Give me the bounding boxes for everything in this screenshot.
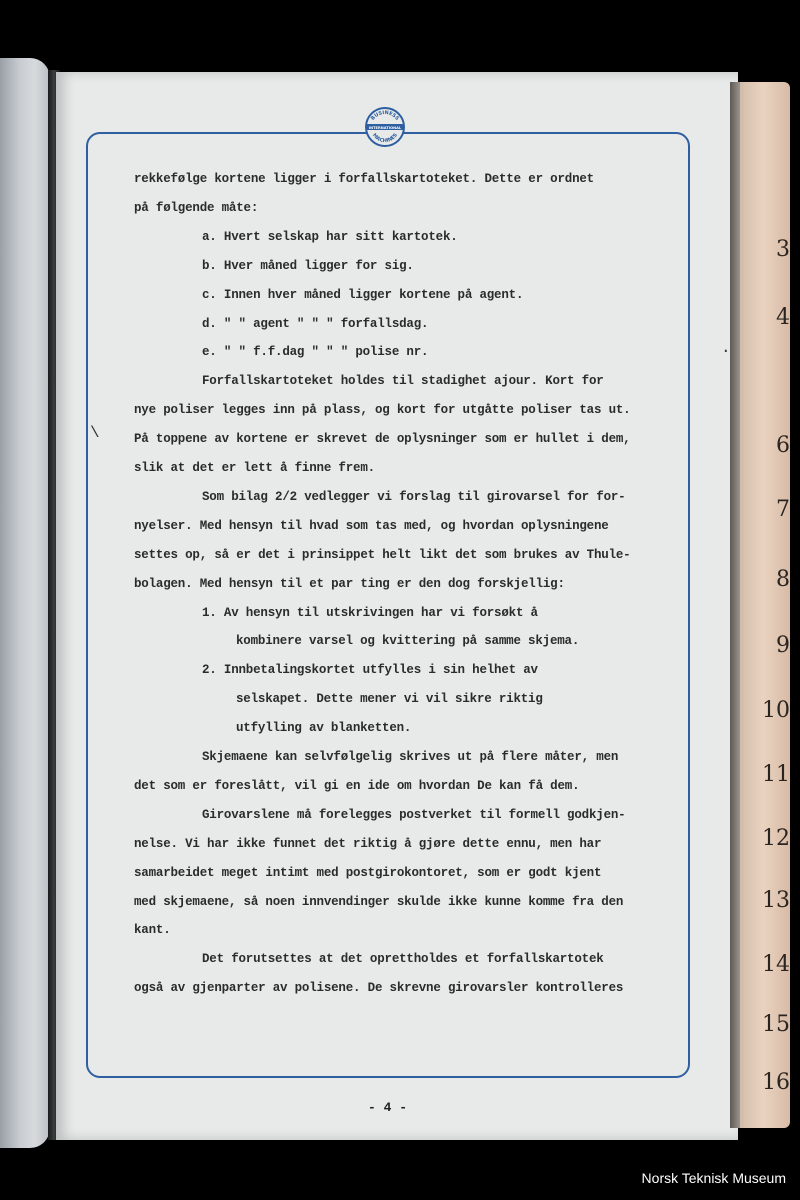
text-line: bolagen. Med hensyn til et par ting er den dog forskjellig: [134,576,565,591]
index-tab-number: 12 [762,826,790,851]
index-tab-number: 11 [762,762,790,787]
index-tab-number: 14 [762,952,790,977]
ibm-logo-icon [364,106,406,148]
watermark-credit: Norsk Teknisk Museum [641,1170,786,1186]
tab-strip-edge [730,82,740,1128]
text-line: slik at det er lett å finne frem. [134,461,375,475]
text-line: Det forutsettes at det oprettholdes et forfallskartotek [202,952,604,967]
text-line: c. Innen hver måned ligger kortene på agent. [202,287,524,302]
text-line: settes op, så er det i prinsippet helt likt det som brukes av Thule- [134,547,631,562]
index-tab-number: 9 [776,633,790,658]
text-line: Skjemaene kan selvfølgelig skrives ut på flere måter, men [202,750,619,764]
index-tab-number: 13 [762,888,790,913]
text-line: rekkefølge kortene ligger i forfallskartoteket. Dette er ordnet [134,172,594,186]
stray-mark: \ [90,424,100,442]
text-line: e. " " f.f.dag " " " polise nr. [202,345,429,360]
text-line: med skjemaene, så noen innvendinger skulde ikke kunne komme fra den [134,894,624,909]
text-line: b. Hver måned ligger for sig. [202,258,414,273]
text-line: 1. Av hensyn til utskrivingen har vi forsøkt å [202,605,538,620]
logo-bottom-text: MACHINES [370,132,400,145]
index-tab-number: 15 [762,1012,790,1037]
index-tab-number: 3 [776,237,790,262]
text-line: På toppene av kortene er skrevet de oplysninger som er hullet i dem, [134,432,631,447]
index-tab-number: 4 [776,305,790,330]
index-tab-number: 8 [776,567,790,592]
text-line: nelse. Vi har ikke funnet det riktig å gjøre dette ennu, men har [134,836,602,851]
page-number: - 4 - [368,1100,408,1115]
text-line: Girovarslene må forelegges postverket til formell godkjen- [202,807,626,822]
index-tab-number: 10 [762,698,790,723]
text-line: kombinere varsel og kvittering på samme skjema. [236,634,580,649]
text-line: det som er foreslått, vil gi en ide om hvordan De kan få dem. [134,778,580,793]
text-line: nyelser. Med hensyn til hvad som tas med, og hvordan oplysningene [134,518,609,533]
text-line: a. Hvert selskap har sitt kartotek. [202,229,458,244]
text-line: d. " " agent " " " forfallsdag. [202,316,429,331]
index-tab-number: 7 [776,497,790,522]
left-page-edge [0,58,50,1148]
text-line: 2. Innbetalingskortet utfylles i sin helhet av [202,663,538,678]
text-line: selskapet. Dette mener vi vil sikre riktig [236,692,543,707]
text-line: Forfallskartoteket holdes til stadighet ajour. Kort for [202,374,604,389]
text-line: kant. [134,923,171,938]
index-tab-number: 6 [776,433,790,458]
stray-mark: · [721,342,731,360]
text-line: på følgende måte: [134,200,259,215]
logo-middle-text: INTERNATIONAL [368,125,402,130]
index-tab-number: 16 [762,1070,790,1095]
text-line: Som bilag 2/2 vedlegger vi forslag til girovarsel for for- [202,489,626,504]
text-line: samarbeidet meget intimt med postgirokontoret, som er godt kjent [134,865,602,880]
logo-top-text: BUSINESS [370,109,400,122]
text-line: nye poliser legges inn på plass, og kort for utgåtte poliser tas ut. [134,403,631,418]
text-line: utfylling av blanketten. [236,721,412,736]
text-line: også av gjenparter av polisene. De skrevne girovarsler kontrolleres [134,981,624,996]
